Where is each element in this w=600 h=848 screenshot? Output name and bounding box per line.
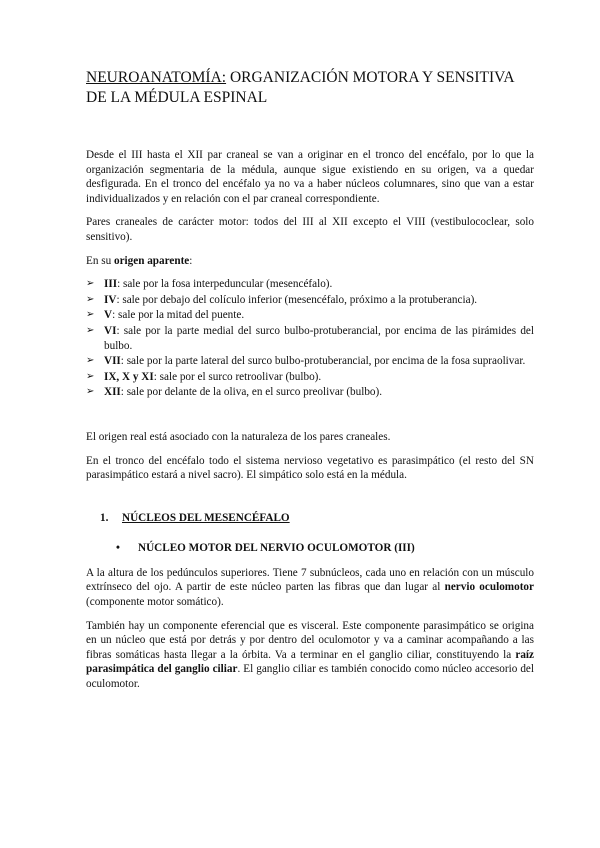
paragraph-visceral: También hay un componente eferencial que es visceral. Este componente parasimpático se origina en un núcleo que está por detrás y por dentro del oculomotor y va a caminar acompañando a las fibras somáticas hasta llegar a la órbita. Va a terminar en el ganglio ciliar, constituyendo la raíz parasimpática del ganglio ciliar. El ganglio ciliar es también conocido como núcleo accesorio del oculomotor. [86,619,534,691]
list-item: ➢ XII: sale por delante de la oliva, en el surco preolivar (bulbo). [86,386,383,399]
arrow-bullet-icon: ➢ [86,355,95,367]
paragraph-real-origin: El origen real está asociado con la naturaleza de los pares craneales. [86,430,391,443]
origin-list [86,277,534,400]
arrow-bullet-icon: ➢ [86,370,95,382]
paragraph-motor-pairs: Pares craneales de carácter motor: todos del III al XII excepto el VIII (vestibulococlear, solo sensitivo). [86,216,534,243]
arrow-bullet-icon: ➢ [86,386,95,398]
arrow-bullet-icon: ➢ [86,309,95,321]
arrow-bullet-icon: ➢ [86,278,95,290]
section-label: NÚCLEOS DEL MESENCÉFALO [122,511,290,524]
arrow-bullet-icon: ➢ [86,324,95,336]
paragraph-intro: Desde el III hasta el XII par craneal se van a originar en el tronco del encéfalo, por lo que la organización segmentaria de la médula, aunque sigue existiendo en su origen, va a quedar desfigurada. En el tronco del encéfalo ya no va a haber núcleos columnares, sino que van a estar individualizados y en relación con el par craneal correspondiente. [86,149,534,205]
section-number: 1. [100,511,109,524]
origin-bold: origen aparente [113,254,190,267]
paragraph-oculomotor: A la altura de los pedúnculos superiores. Tiene 7 subnúcleos, cada uno en relación con un músculo extrínseco del ojo. A partir de este núcleo parten las fibras que dan lugar al nervio oculomotor (componente motor somático). [86,566,534,609]
title-underlined: NEUROANATOMÍA: [86,69,227,86]
paragraph-vegetative: En el tronco del encéfalo todo el sistema nervioso vegetativo es parasimpático (el resto del SN parasimpático estará a nivel sacro). El simpático solo está en la médula. [86,454,534,482]
subsection-label: NÚCLEO MOTOR DEL NERVIO OCULOMOTOR (III) [138,542,415,555]
list-item: ➢ IX, X y XI: sale por el surco retroolivar (bulbo). [86,370,322,383]
bullet-icon: • [116,542,120,555]
page-title [86,68,534,108]
subsection-heading [116,541,534,556]
list-item: ➢ III: sale por la fosa interpeduncular (mesencéfalo). [86,278,333,291]
list-item: ➢ IV: sale por debajo del colículo inferior (mesencéfalo, próximo a la protuberancia). [86,293,478,306]
list-item: ➢ V: sale por la mitad del puente. [86,309,245,322]
list-item: ➢ VII: sale por la parte lateral del surco bulbo-protuberancial, por encima de la fosa supraolivar. [86,355,526,368]
arrow-bullet-icon: ➢ [86,293,95,305]
paragraph-origin-heading: En su origen aparente: [86,254,193,267]
list-item: ➢ VI: sale por la parte medial del surco bulbo-protuberancial, por encima de las pirámides del bulbo. [86,324,534,352]
title-rest: ORGANIZACIÓN MOTORA Y SENSITIVA DE LA MÉDULA ESPINAL [86,69,514,106]
section-heading [100,511,534,526]
